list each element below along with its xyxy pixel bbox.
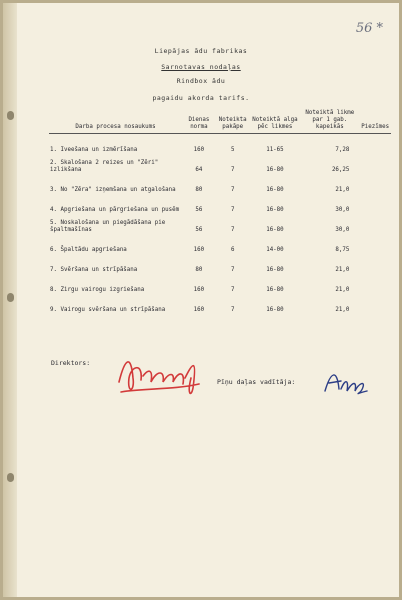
process-name: No "Zēra" izņemšana un atgalošana <box>60 187 176 193</box>
table-row <box>49 274 391 294</box>
punch-hole <box>7 111 14 120</box>
table-row <box>49 294 391 314</box>
norm-cell: 160 <box>193 287 205 293</box>
punch-hole <box>7 293 14 302</box>
row-number: 7. <box>50 267 57 273</box>
department-head-label: Pīņu daļas vadītāja: <box>217 378 296 386</box>
rate-cell: 7,28 <box>335 147 350 153</box>
rate-cell: 26,25 <box>331 167 350 173</box>
row-number: 6. <box>50 247 57 253</box>
director-signature <box>113 348 205 400</box>
rate-cell: 30,0 <box>335 227 350 233</box>
notes-cell <box>359 274 391 294</box>
process-name: Špaltādu apgriešana <box>60 247 127 253</box>
table-row <box>49 134 391 155</box>
department-head-signature <box>321 365 371 397</box>
notes-cell <box>359 294 391 314</box>
row-number: 8. <box>50 287 57 293</box>
process-name: Skalošana 2 reizes un "Zēri" izlikšana <box>50 160 159 173</box>
col-header-grade: Noteikta pakāpe <box>216 109 250 134</box>
norm-cell: 80 <box>195 267 203 273</box>
process-name: Svēršana un strīpāšana <box>60 267 138 273</box>
row-number: 9. <box>50 307 57 313</box>
wage-cell: 11-65 <box>266 147 284 153</box>
process-name: Iveešana un izmērīšana <box>60 147 138 153</box>
grade-cell: 7 <box>230 187 235 193</box>
notes-cell <box>359 134 391 155</box>
rate-cell: 30,0 <box>335 207 350 213</box>
process-name: Apgriešana un pārgriešana un pusēm <box>60 207 180 213</box>
rate-cell: 21,0 <box>335 267 350 273</box>
process-cell <box>49 234 182 254</box>
col-header-norm: Dienas norma <box>182 109 216 134</box>
norm-cell: 64 <box>195 167 203 173</box>
notes-cell <box>359 214 391 234</box>
wage-cell: 16-80 <box>266 187 284 193</box>
table-row <box>49 174 391 194</box>
process-cell <box>49 194 182 214</box>
grade-cell: 7 <box>230 167 235 173</box>
process-cell <box>49 214 182 234</box>
wage-cell: 16-80 <box>266 307 284 313</box>
wage-cell: 16-80 <box>266 287 284 293</box>
table-row <box>49 234 391 254</box>
norm-cell: 160 <box>193 307 205 313</box>
table-row <box>49 214 391 234</box>
col-header-notes: Piezīmes <box>359 109 391 134</box>
notes-cell <box>359 174 391 194</box>
grade-cell: 6 <box>230 247 235 253</box>
rate-cell: 21,0 <box>335 187 350 193</box>
process-cell <box>49 294 182 314</box>
wage-cell: 16-80 <box>266 227 284 233</box>
notes-cell <box>359 254 391 274</box>
heading-department: Sarnotavas nodaļas <box>161 63 241 71</box>
table-row <box>49 154 391 174</box>
row-number: 5. <box>50 220 57 226</box>
grade-cell: 7 <box>230 227 235 233</box>
process-name: Noskalošana un piegādāšana pie špaltmašīnas <box>50 220 166 233</box>
table-body <box>49 134 391 315</box>
process-cell <box>49 254 182 274</box>
grade-cell: 7 <box>230 287 235 293</box>
row-number: 3. <box>50 187 57 193</box>
rate-cell: 21,0 <box>335 307 350 313</box>
director-label: Direktors: <box>51 359 91 367</box>
grade-cell: 7 <box>230 307 235 313</box>
wage-cell: 16-80 <box>266 207 284 213</box>
col-header-process: Darba procesa nosaukums <box>49 109 182 134</box>
wage-cell: 16-80 <box>266 267 284 273</box>
row-number: 4. <box>50 207 57 213</box>
wage-cell: 14-00 <box>266 247 284 253</box>
rate-cell: 21,0 <box>335 287 350 293</box>
punch-hole <box>7 473 14 482</box>
grade-cell: 5 <box>230 147 235 153</box>
norm-cell: 160 <box>193 147 205 153</box>
heading-product: Rindbox ādu <box>176 77 226 85</box>
process-cell <box>49 174 182 194</box>
process-cell <box>49 134 182 155</box>
notes-cell <box>359 234 391 254</box>
table-row <box>49 194 391 214</box>
process-cell <box>49 154 182 174</box>
heading-tariff: pagaidu akorda tarifs. <box>152 94 250 102</box>
heading-factory: Liepājas ādu fabrikas <box>154 47 248 55</box>
col-header-wage: Noteiktā alga pēc likmes <box>250 109 301 134</box>
process-cell <box>49 274 182 294</box>
tariff-table <box>49 109 391 314</box>
process-name: Vairogu svēršana un strīpāšana <box>60 307 166 313</box>
row-number: 2. <box>50 160 57 166</box>
col-header-rate: Noteiktā likme par 1 gab. kapeikās <box>300 109 359 134</box>
grade-cell: 7 <box>230 207 235 213</box>
norm-cell: 56 <box>195 227 203 233</box>
table-header-row <box>49 109 391 134</box>
wage-cell: 16-80 <box>266 167 284 173</box>
notes-cell <box>359 154 391 174</box>
norm-cell: 160 <box>193 247 205 253</box>
grade-cell: 7 <box>230 267 235 273</box>
page-number: 56 * <box>355 21 383 36</box>
row-number: 1. <box>50 147 57 153</box>
norm-cell: 80 <box>195 187 203 193</box>
rate-cell: 8,75 <box>335 247 350 253</box>
notes-cell <box>359 194 391 214</box>
process-name: Zirgu vairogu izgriešana <box>60 287 145 293</box>
table-row <box>49 254 391 274</box>
norm-cell: 56 <box>195 207 203 213</box>
